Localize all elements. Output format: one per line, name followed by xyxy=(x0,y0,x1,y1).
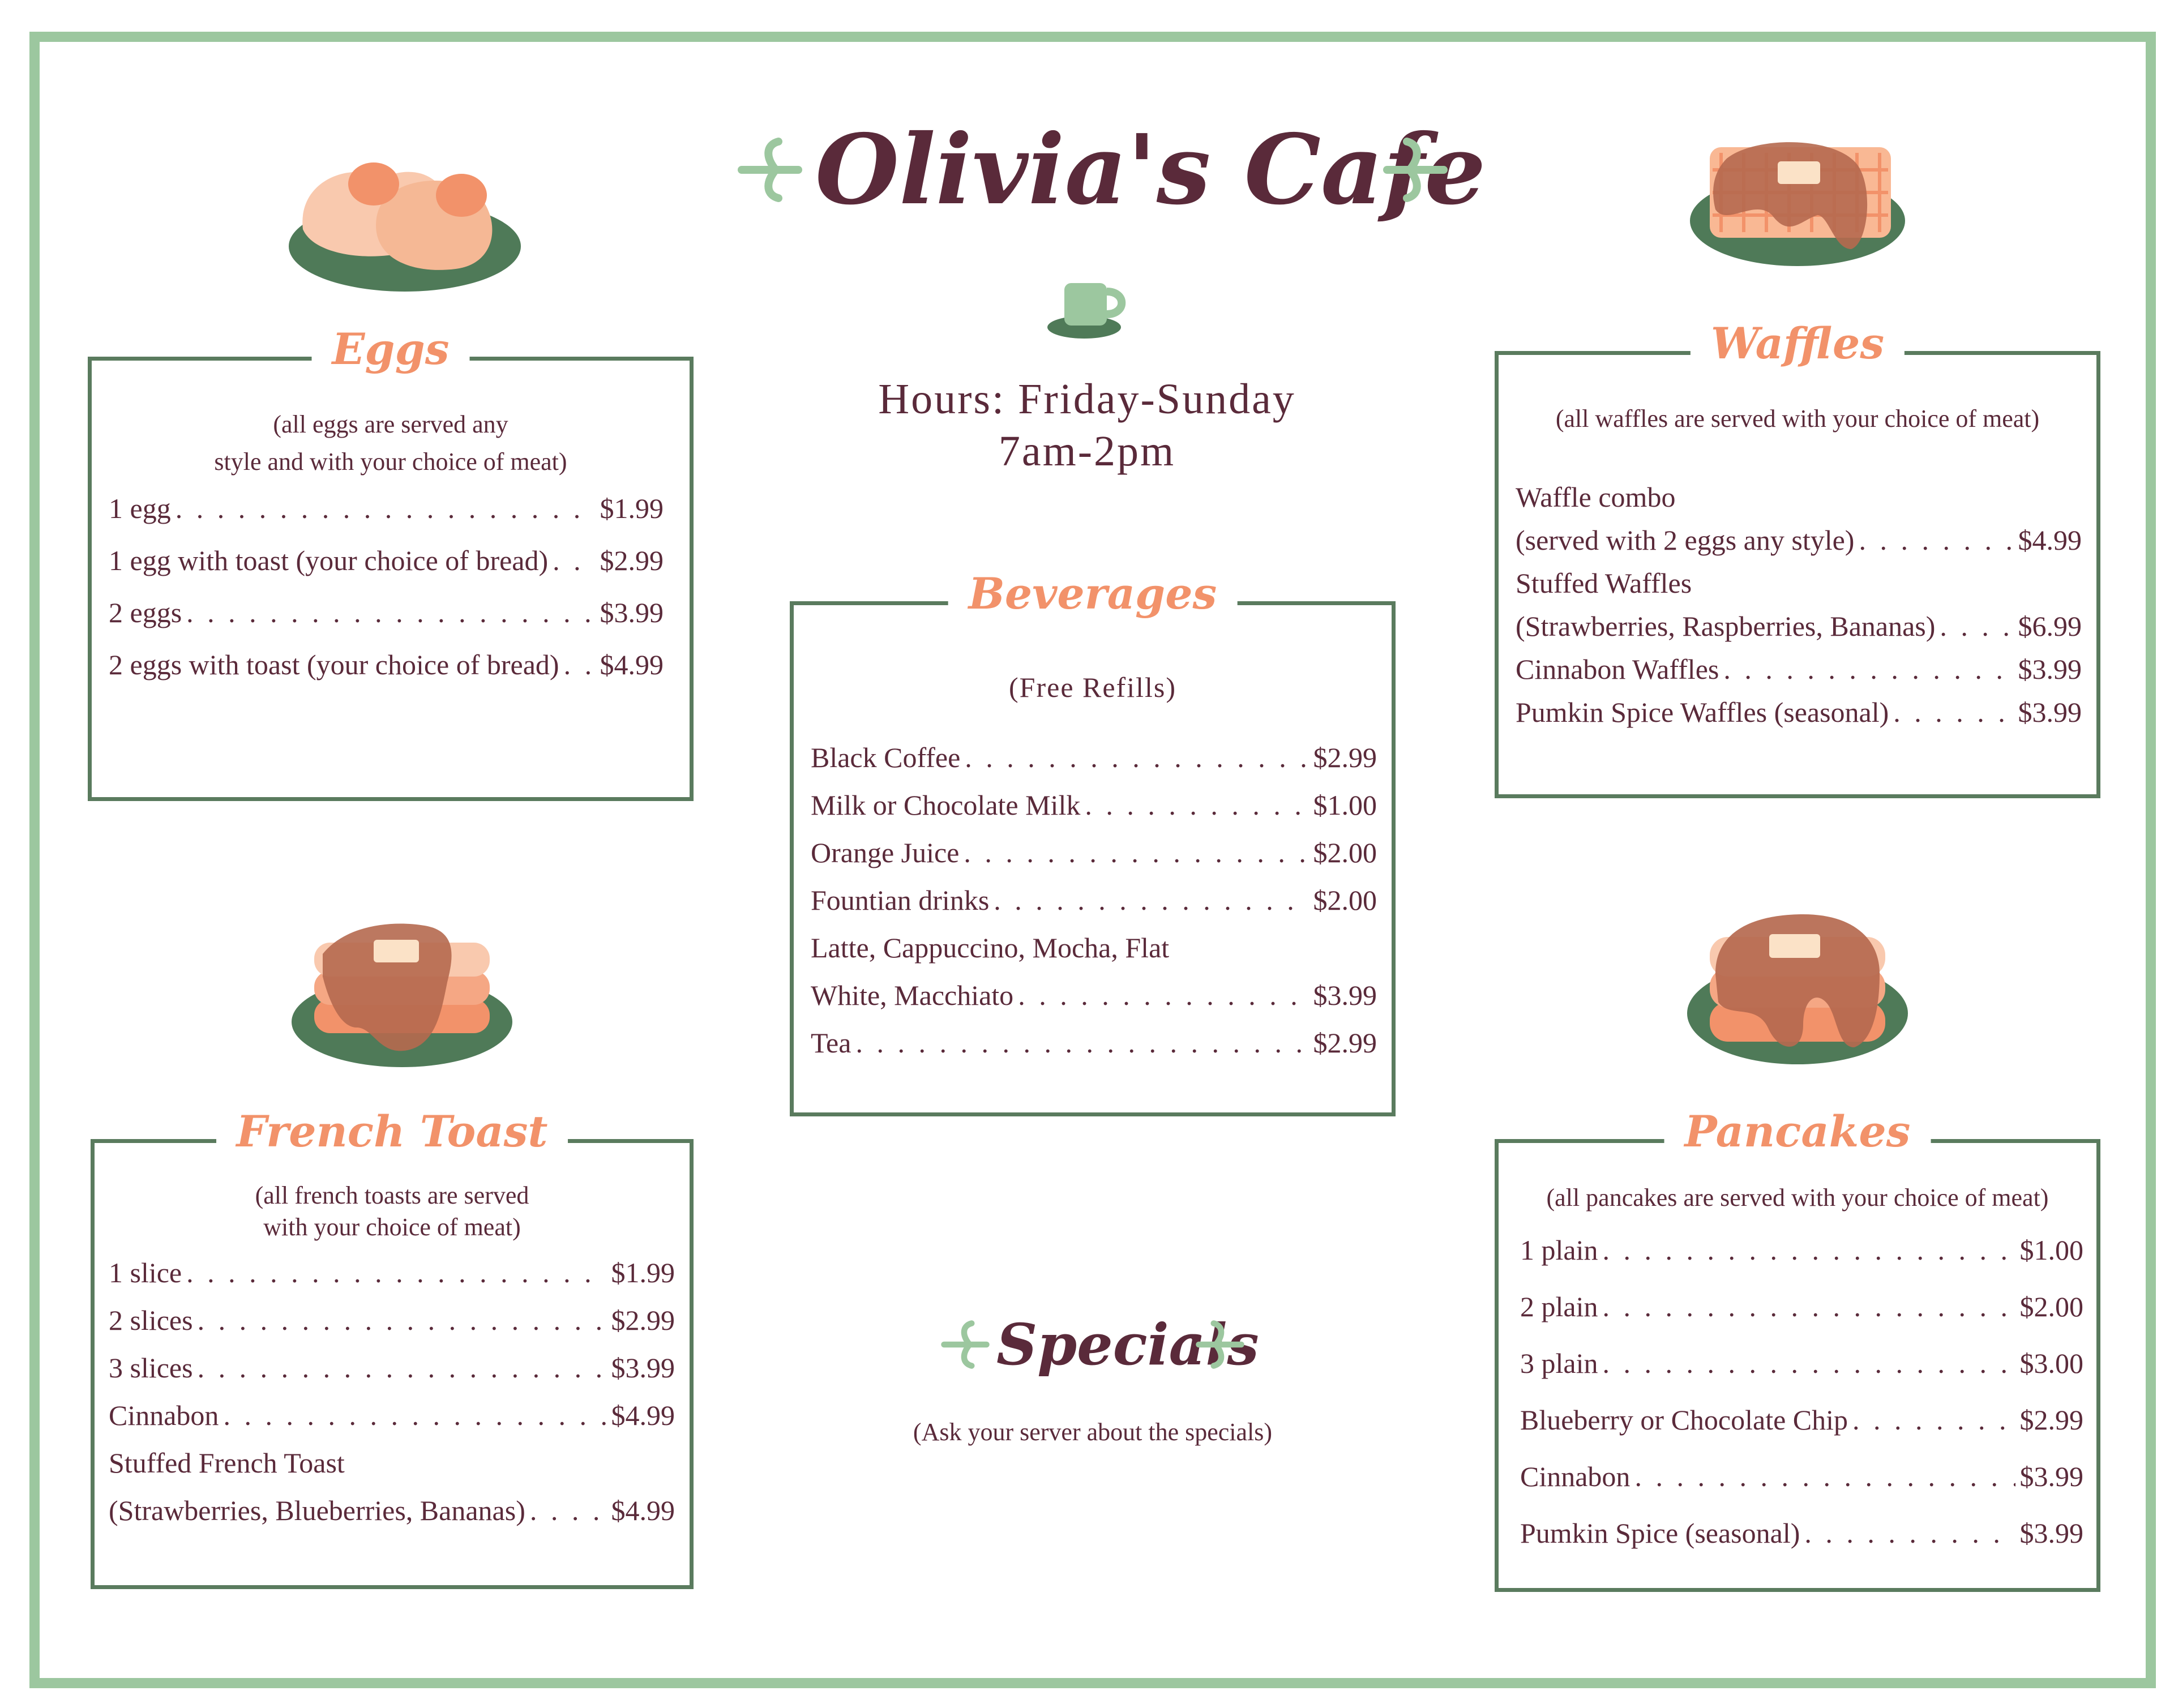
french-toast-section xyxy=(91,1106,694,1589)
item-price: $3.99 xyxy=(2018,653,2082,685)
item-price: $4.99 xyxy=(611,1399,675,1431)
item-price: $1.99 xyxy=(611,1257,675,1289)
item-label: White, Macchiato xyxy=(811,979,1014,1011)
menu-item xyxy=(811,741,1377,774)
eggs-section xyxy=(88,324,694,801)
menu-item xyxy=(109,1256,675,1289)
french-toast-note-line-2: with your choice of meat) xyxy=(263,1213,521,1241)
item-price: $3.00 xyxy=(2019,1347,2083,1379)
menu-item xyxy=(1520,1460,2083,1493)
item-price: $1.00 xyxy=(1313,789,1377,821)
beverages-note: (Free Refills) xyxy=(1009,671,1176,703)
pancakes-section xyxy=(1495,1106,2100,1592)
item-price: $3.99 xyxy=(2019,1461,2083,1492)
sprig-right-icon xyxy=(1195,1319,1246,1370)
item-label: Blueberry or Chocolate Chip xyxy=(1520,1404,1848,1436)
menu-item xyxy=(811,1026,1377,1059)
menu-item-label: Waffle combo xyxy=(1516,481,1676,513)
waffles-plate-icon xyxy=(1687,130,1914,277)
menu-item xyxy=(1520,1517,2083,1549)
item-price: $2.99 xyxy=(1313,1027,1377,1059)
menu-item xyxy=(1516,610,2082,643)
item-label: (Strawberries, Raspberries, Bananas) xyxy=(1516,610,1936,642)
beverages-section xyxy=(790,568,1396,1116)
item-label: Milk or Chocolate Milk xyxy=(811,789,1081,821)
hours-line-1: Hours: Friday-Sunday xyxy=(878,375,1296,423)
specials-title: Specials xyxy=(996,1311,1259,1378)
item-price: $4.99 xyxy=(2018,524,2082,556)
item-price: $3.99 xyxy=(2019,1517,2083,1549)
item-price: $1.00 xyxy=(2019,1234,2083,1266)
item-label: 1 slice xyxy=(109,1257,182,1289)
item-label: 3 plain xyxy=(1520,1347,1598,1379)
menu-item-label: Stuffed Waffles xyxy=(1516,567,1692,599)
menu-item xyxy=(109,492,664,525)
menu-item xyxy=(109,1351,675,1384)
sprig-right-icon xyxy=(1381,139,1449,201)
item-label: 2 plain xyxy=(1520,1291,1598,1322)
item-label: Tea xyxy=(811,1027,851,1059)
waffles-section xyxy=(1495,318,2100,798)
menu-item xyxy=(109,1399,675,1432)
menu-item-label: Stuffed French Toast xyxy=(109,1447,345,1479)
item-price: $3.99 xyxy=(2018,696,2082,728)
menu-item xyxy=(109,544,664,577)
pancakes-title: Pancakes xyxy=(1664,1110,1931,1153)
menu-item xyxy=(1516,696,2082,729)
menu-item xyxy=(109,596,664,629)
item-price: $3.99 xyxy=(611,1352,675,1384)
menu-item xyxy=(1516,524,2082,557)
eggs-title: Eggs xyxy=(312,328,470,371)
item-label: Cinnabon xyxy=(109,1399,219,1431)
menu-item xyxy=(1516,653,2082,686)
menu-item xyxy=(109,648,664,681)
pancakes-note: (all pancakes are served with your choice of meat) xyxy=(1546,1184,2049,1212)
menu-item xyxy=(811,836,1377,869)
item-price: $3.99 xyxy=(600,597,664,628)
item-label: 1 egg xyxy=(109,493,171,524)
waffles-title: Waffles xyxy=(1691,322,1905,365)
item-label: Pumkin Spice Waffles (seasonal) xyxy=(1516,696,1889,728)
item-price: $2.99 xyxy=(1313,742,1377,773)
item-label: Cinnabon Waffles xyxy=(1516,653,1719,685)
item-label: 1 plain xyxy=(1520,1234,1598,1266)
item-label: Fountian drinks xyxy=(811,884,990,916)
item-price: $2.00 xyxy=(1313,837,1377,868)
item-label: (served with 2 eggs any style) xyxy=(1516,524,1855,556)
item-label: Pumkin Spice (seasonal) xyxy=(1520,1517,1800,1549)
item-label: Orange Juice xyxy=(811,837,960,868)
item-price: $2.00 xyxy=(2019,1291,2083,1322)
coffee-cup-icon xyxy=(1047,277,1138,340)
menu-item xyxy=(1520,1403,2083,1436)
item-price: $4.99 xyxy=(600,649,664,680)
menu-item xyxy=(109,1494,675,1527)
menu-item xyxy=(109,1304,675,1337)
waffles-note: (all waffles are served with your choice of meat) xyxy=(1555,405,2040,433)
eggs-note-line-1: (all eggs are served any xyxy=(273,410,508,438)
item-price: $2.99 xyxy=(600,545,664,576)
menu-item xyxy=(1520,1290,2083,1323)
item-price: $1.99 xyxy=(600,493,664,524)
menu-item xyxy=(811,979,1377,1012)
pancakes-plate-icon xyxy=(1684,906,1911,1076)
item-price: $2.99 xyxy=(611,1304,675,1336)
eggs-note-line-2: style and with your choice of meat) xyxy=(214,448,567,476)
menu-item xyxy=(1520,1234,2083,1266)
specials-note: (Ask your server about the specials) xyxy=(913,1418,1273,1446)
item-label: 2 eggs xyxy=(109,597,182,628)
eggs-plate-icon xyxy=(286,156,524,297)
item-price: $3.99 xyxy=(1313,979,1377,1011)
item-label: (Strawberries, Blueberries, Bananas) xyxy=(109,1495,525,1526)
menu-item xyxy=(811,789,1377,821)
item-label: 3 slices xyxy=(109,1352,193,1384)
item-price: $2.00 xyxy=(1313,884,1377,916)
item-label: 2 eggs with toast (your choice of bread) xyxy=(109,649,559,680)
menu-item-label: Latte, Cappuccino, Mocha, Flat xyxy=(811,932,1170,964)
item-label: Cinnabon xyxy=(1520,1461,1630,1492)
sprig-left-icon xyxy=(940,1319,991,1370)
menu-item xyxy=(811,884,1377,917)
french-toast-plate-icon xyxy=(289,914,515,1073)
item-price: $6.99 xyxy=(2018,610,2082,642)
sprig-left-icon xyxy=(736,139,804,201)
cafe-title: Olivia's Cafe xyxy=(815,113,1486,226)
item-label: 2 slices xyxy=(109,1304,193,1336)
menu-item xyxy=(1520,1347,2083,1380)
hours-line-2: 7am-2pm xyxy=(998,427,1176,475)
french-toast-note-line-1: (all french toasts are served xyxy=(255,1182,529,1209)
item-label: 1 egg with toast (your choice of bread) xyxy=(109,545,549,576)
item-price: $4.99 xyxy=(611,1495,675,1526)
item-label: Black Coffee xyxy=(811,742,961,773)
item-price: $2.99 xyxy=(2019,1404,2083,1436)
beverages-title: Beverages xyxy=(948,572,1238,615)
french-toast-title: French Toast xyxy=(216,1110,568,1153)
